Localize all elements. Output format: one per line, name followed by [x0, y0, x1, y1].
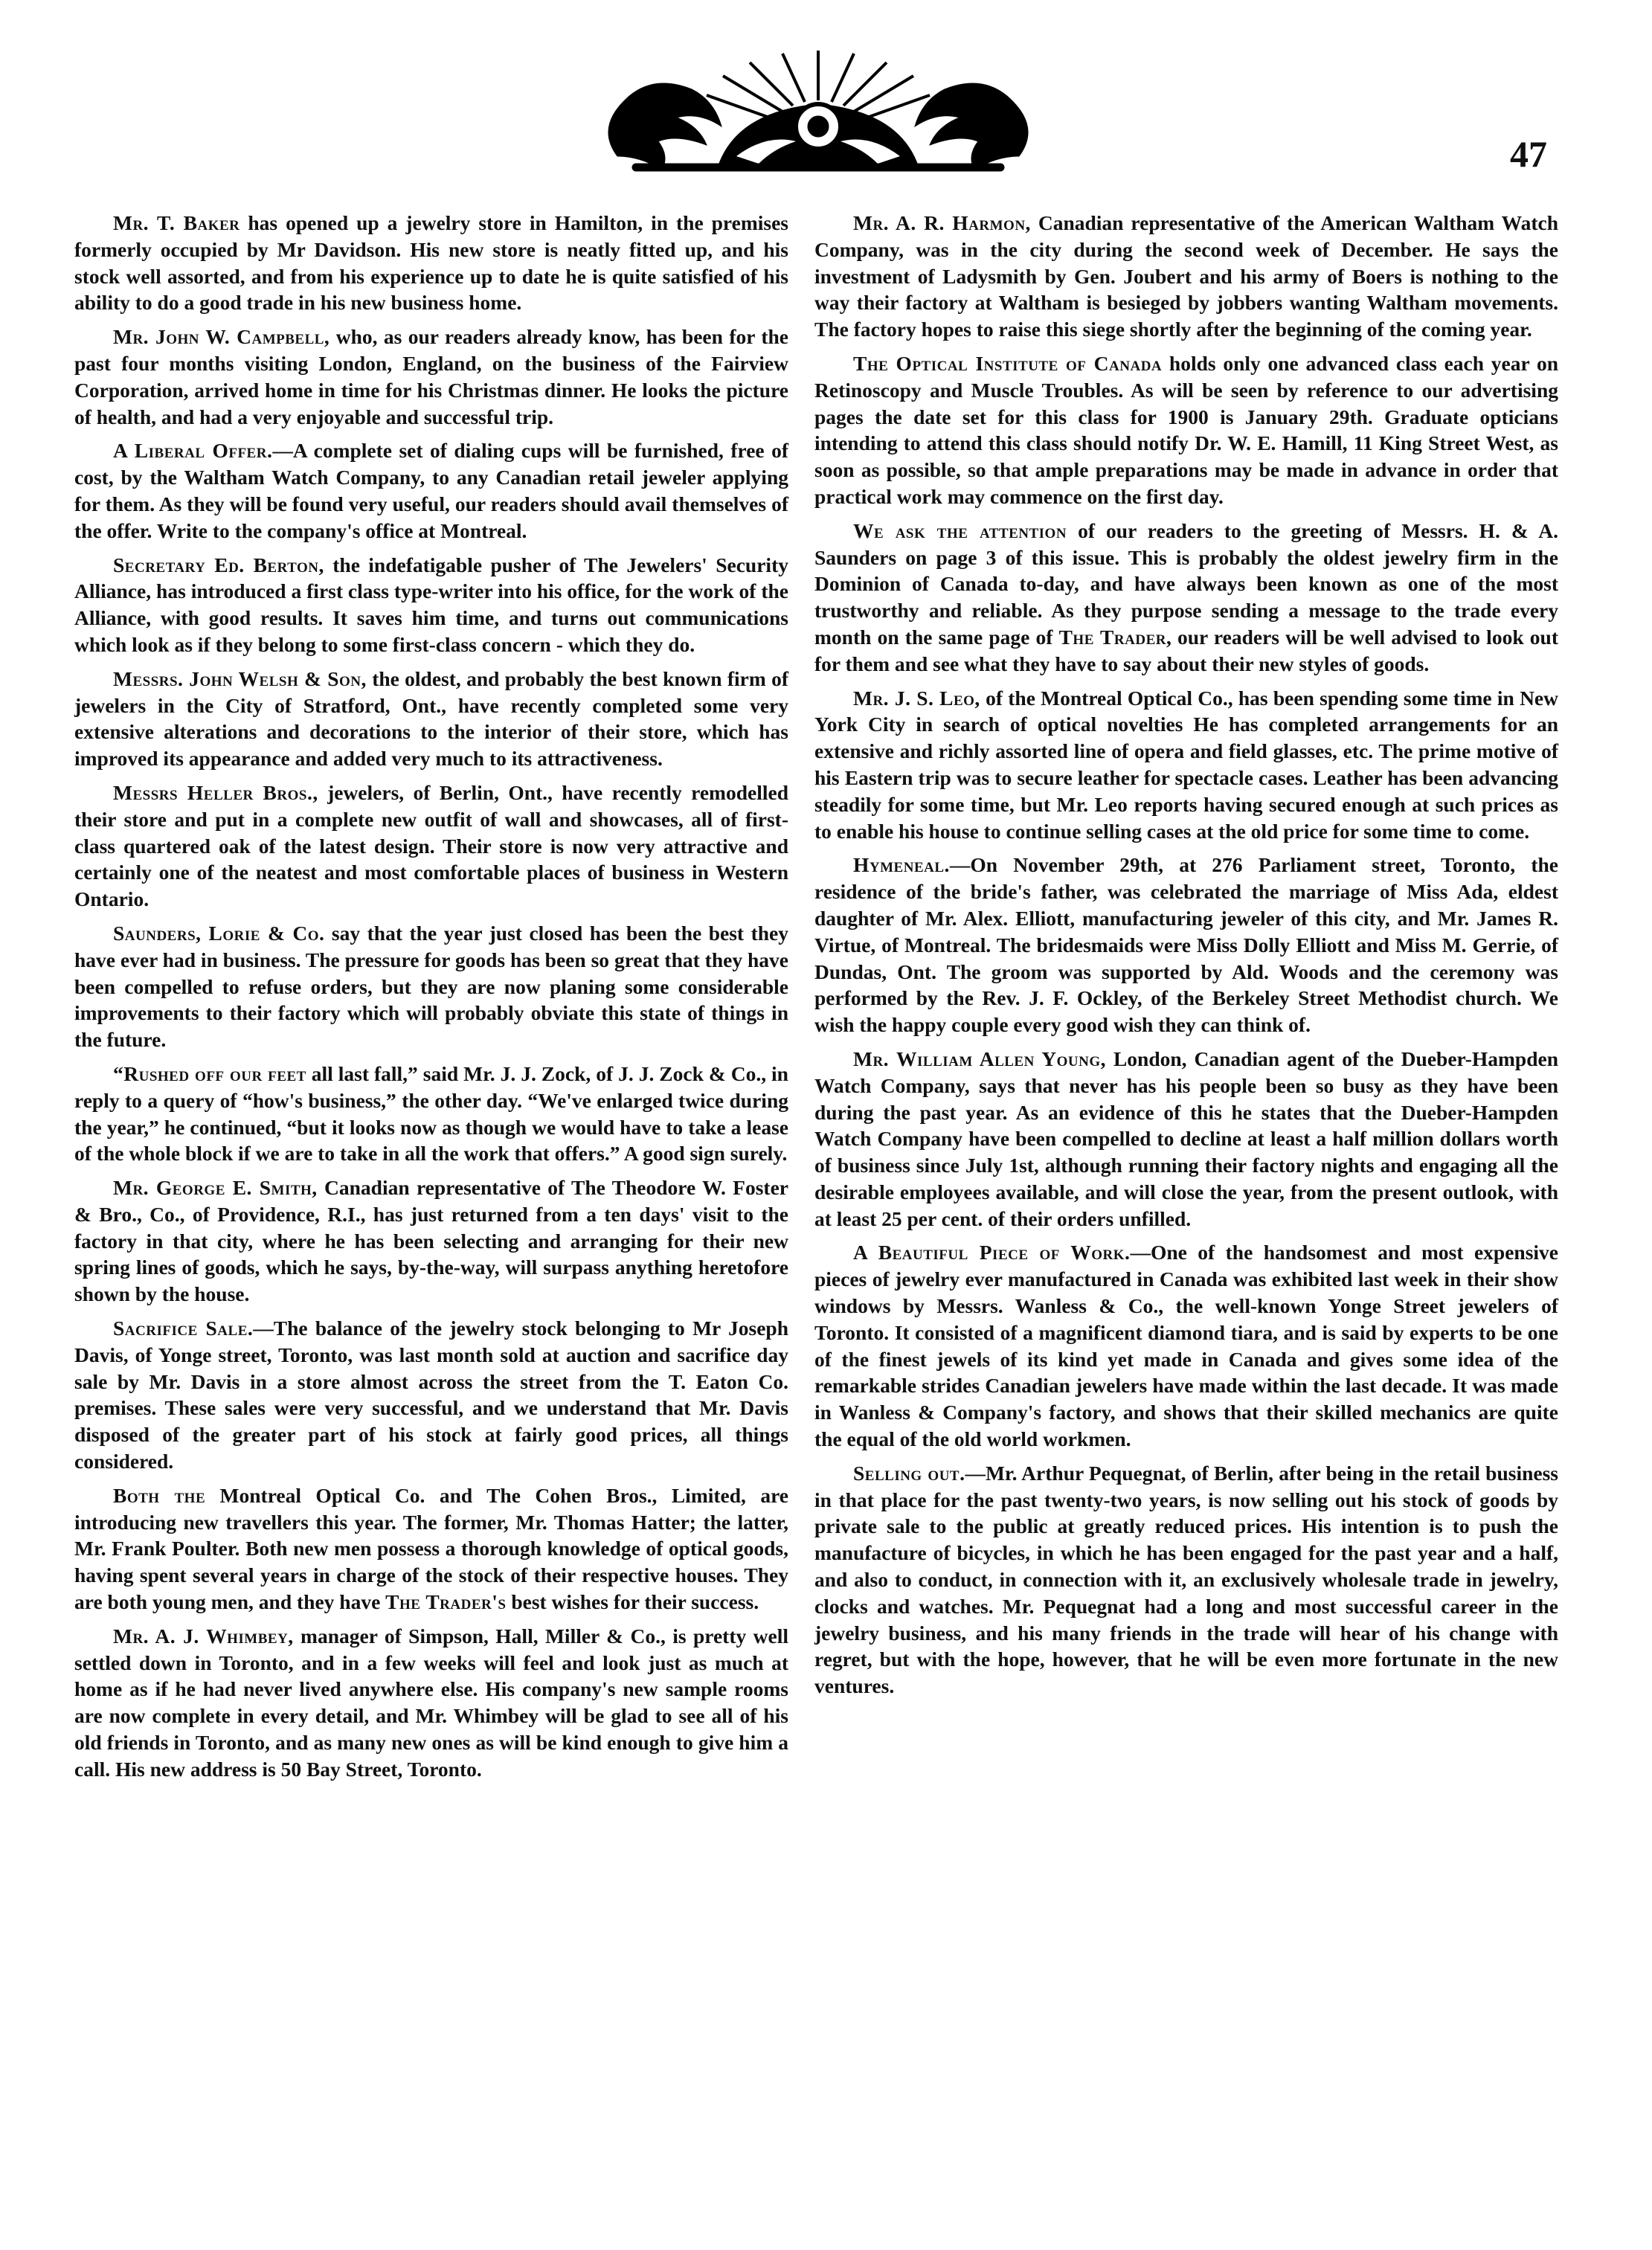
- news-item: [74, 437, 788, 544]
- item-lead: Selling out.: [853, 1461, 965, 1485]
- item-body: —One of the handsomest and most expensive pieces of jewelry ever manufactured in Canada was exhibited last week in their show windows by Messrs. Wanless & Co., the well-known Yonge Street jewelers of Toronto. It consisted of a magnificent diamond tiara, and is said by experts to be one of the finest jewels of its kind yet made in Canada and gives some idea of the remarkable strides Canadian jewelers have made within the last decade. It was made in Wanless & Company's factory, and shows that their skilled mechanics are quite the equal of the old world workmen.: [814, 1241, 1558, 1451]
- item-body: Montreal Optical Co. and The Cohen Bros., Limited, are introducing new travellers this year. The former, Mr. Thomas Hatter; the latter, Mr. Frank Poulter. Both new men possess a thorough knowledge of optical goods, having spent several years in charge of the stock of their respective houses. They are both young men, and they have: [74, 1483, 788, 1614]
- item-lead: Mr. T. Baker: [113, 211, 240, 234]
- right-leaf-scroll: [915, 83, 1028, 170]
- item-body-tail: best wishes for their success.: [506, 1590, 759, 1614]
- item-lead: The Optical Institute of Canada: [853, 351, 1163, 375]
- item-body: the indefatigable pusher of The Jewelers' Security Alliance, has introduced a first class type-writer into his office, for the work of the Alliance, with good results. It saves him time, and turns out communications which look as if they belong to some first-class concern - which they do.: [74, 553, 788, 656]
- item-body-tail: , our readers will be well advised to look out for them and see what they have to say about their new styles of goods.: [814, 625, 1558, 675]
- item-lead: Mr. J. S. Leo,: [853, 686, 980, 710]
- item-body: say that the year just closed has been the best they have ever had in business. The pressure for goods has been so great that they have been compelled to refuse orders, but they are now planing some considerable improvements to their factory which will probably obviate this state of things in the future.: [74, 921, 788, 1052]
- right-column: [814, 210, 1558, 1707]
- news-item: [74, 1061, 788, 1167]
- item-body: jewelers, of Berlin, Ont., have recently remodelled their store and put in a complete new outfit of wall and showcases, all of first-class quartered oak of the latest design. Their store is now very attractive and certainly one of the neatest and most comfortable places of business in Western Ontario.: [74, 780, 788, 911]
- item-body: manager of Simpson, Hall, Miller & Co., is pretty well settled down in Toronto, and in a few weeks will feel and look just as much at home as if he had never lived anywhere else. His company's new sample rooms are now complete in every detail, and Mr. Whimbey will be glad to see all of his old friends in Toronto, and as many new ones as will be kind enough to give him a call. His new address is 50 Bay Street, Toronto.: [74, 1624, 788, 1781]
- item-body: who, as our readers already know, has been for the past four months visiting London, England, on the business of the Fairview Corporation, arrived home in time for his Christmas dinner. He looks the picture of health, and had a very enjoyable and successful trip.: [74, 325, 788, 428]
- publication-name: The Trader's: [385, 1590, 507, 1614]
- item-body: of the Montreal Optical Co., has been spending some time in New York City in search of optical novelties He has completed arrangements for an extensive and richly assorted line of opera and field glasses, etc. The prime motive of his Eastern trip was to secure leather for spectacle cases. Leather has been advancing steadily for some time, but Mr. Leo reports having secured enough at such prices as to enable his house to continue selling cases at the old price for some time to come.: [814, 686, 1558, 843]
- news-item: [74, 1315, 788, 1475]
- item-lead: Mr. A. R. Harmon,: [853, 211, 1031, 234]
- news-item: [814, 685, 1558, 845]
- news-item: [74, 324, 788, 430]
- news-item: [74, 920, 788, 1053]
- item-body: of our readers to the greeting of Messrs. H. & A. Saunders on page 3 of this issue. This is probably the oldest jewelry firm in the Dominion of Canada to-day, and have always been known as one of the most trustworthy and reliable. As they purpose sending a message to the trade every month on the same page of: [814, 518, 1558, 649]
- item-lead: Mr. George E. Smith,: [113, 1176, 318, 1200]
- item-body: the oldest, and probably the best known firm of jewelers in the City of Stratford, Ont., have recently completed some very extensive alterations and decorations to the interior of their store, which has improved its appearance and added very much to its attractiveness.: [74, 666, 788, 771]
- news-item: [814, 1046, 1558, 1232]
- item-body: Canadian representative of The Theodore W. Foster & Bro., Co., of Providence, R.I., has just returned from a ten days' visit to the factory in that city, where he has been selecting and arranging for their new spring lines of goods, which he says, by-the-way, will surpass anything heretofore shown by the house.: [74, 1176, 788, 1306]
- left-leaf-scroll: [608, 83, 721, 170]
- item-lead: Messrs. John Welsh & Son,: [113, 666, 367, 690]
- news-item: [74, 210, 788, 316]
- item-body: —The balance of the jewelry stock belonging to Mr Joseph Davis, of Yonge street, Toronto, was last month sold at auction and sacrifice day sale by Mr. Davis in a store almost across the street from the T. Eaton Co. premises. These sales were very successful, and we understand that Mr. Davis disposed of the greater part of his stock at fairly good prices, all things considered.: [74, 1317, 788, 1473]
- item-lead: Messrs Heller Bros.,: [113, 780, 318, 804]
- item-body: —A complete set of dialing cups will be furnished, free of cost, by the Waltham Watch Company, to any Canadian retail jeweler applying for them. As they will be found very useful, our readers should avail themselves of the offer. Write to the company's office at Montreal.: [74, 439, 788, 542]
- item-lead: Saunders, Lorie & Co.: [113, 921, 325, 945]
- item-body: Canadian representative of the American Waltham Watch Company, was in the city during the second week of December. He says the investment of Ladysmith by Gen. Joubert and his army of Boers is nothing to the way their factory at Waltham is besieged by jobbers wanting Waltham movements. The factory hopes to raise this siege shortly after the beginning of the coming year.: [814, 211, 1558, 341]
- item-lead: Both the: [113, 1483, 206, 1507]
- decorative-header-ornament: [588, 45, 1049, 179]
- news-item: [814, 518, 1558, 678]
- item-lead: We ask the attention: [853, 518, 1067, 542]
- news-item: [74, 1623, 788, 1783]
- page-number: 47: [1510, 133, 1547, 175]
- news-item: [74, 1174, 788, 1308]
- item-body: London, Canadian agent of the Dueber-Hampden Watch Company, says that never has his people been so busy as they have been during the past year. As an evidence of this he states that the Dueber-Hampden Watch Company have been compelled to decline at least a half million dollars worth of business since July 1st, although running their factory nights and engaging all the desirable employees available, and will close the year, from the present outlook, with at least 25 per cent. of their orders unfilled.: [814, 1047, 1559, 1230]
- item-body: —On November 29th, at 276 Parliament street, Toronto, the residence of the bride's father, was celebrated the marriage of Miss Ada, eldest daughter of Mr. Alex. Elliott, manufacturing jeweler of this city, and Mr. James R. Virtue, of Montreal. The bridesmaids were Miss Dolly Elliott and Miss M. Gerrie, of Dundas, Ont. The groom was supported by Ald. Woods and the ceremony was performed by the Rev. J. F. Ockley, of the Berkeley Street Methodist church. We wish the happy couple every good wish they can think of.: [814, 853, 1558, 1037]
- news-item: [814, 350, 1558, 510]
- item-body: all last fall,” said Mr. J. J. Zock, of J. J. Zock & Co., in reply to a query of “how's business,” the other day. “We've enlarged twice during the year,” he continued, “but it looks now as though we would have to take a lease of the whole block if we are to take in all the work that offers.” A good sign surely.: [74, 1061, 788, 1166]
- item-body: —Mr. Arthur Pequegnat, of Berlin, after being in the retail business in that place for the past twenty-two years, is now selling out his stock of goods by private sale to the public at greatly reduced prices. His intention is to push the manufacture of bicycles, in which he has been engaged for the past year and a half, and also to conduct, in connection with it, an exclusively wholesale trade in jewelry, clocks and watches. Mr. Pequegnat had a long and most successful career in the jewelry business, and his many friends in the trade will hear of his change with regret, but with the hope, however, that he will be even more fortunate in the new ventures.: [814, 1461, 1558, 1698]
- item-lead: Mr. William Allen Young,: [853, 1047, 1106, 1070]
- news-item: [814, 852, 1558, 1038]
- news-item: [814, 1239, 1558, 1452]
- news-item: [74, 666, 788, 772]
- news-item: [814, 1460, 1558, 1700]
- item-lead: Hymeneal.: [853, 853, 950, 877]
- item-lead: Mr. John W. Campbell,: [113, 325, 330, 349]
- news-item: [814, 210, 1558, 343]
- news-item: [74, 780, 788, 913]
- item-lead: A Liberal Offer.: [113, 439, 273, 463]
- publication-name: The Trader: [1058, 625, 1166, 649]
- item-lead: Sacrifice Sale.: [113, 1317, 254, 1340]
- news-item: [74, 552, 788, 658]
- item-body: has opened up a jewelry store in Hamilton, in the premises formerly occupied by Mr Davidson. His new store is neatly fitted up, and his stock well assorted, and from his experience up to date he is quite satisfied of his ability to do a good trade in his new business home.: [74, 211, 789, 315]
- item-lead: Secretary Ed. Berton,: [113, 553, 324, 576]
- item-lead: A Beautiful Piece of Work.: [853, 1241, 1131, 1264]
- news-item: [74, 1482, 788, 1616]
- item-body: holds only one advanced class each year on Retinoscopy and Muscle Troubles. As will be seen by reference to our advertising pages the date set for this class for 1900 is January 29th. Graduate opticians intending to attend this class should notify Dr. W. E. Hamill, 11 King Street West, as soon as possible, so that ample preparations may be made in advance in order that practical work may commence on the first day.: [814, 351, 1558, 508]
- item-lead: “Rushed off our feet: [113, 1061, 306, 1085]
- item-lead: Mr. A. J. Whimbey,: [113, 1624, 294, 1648]
- left-column: [74, 210, 788, 1790]
